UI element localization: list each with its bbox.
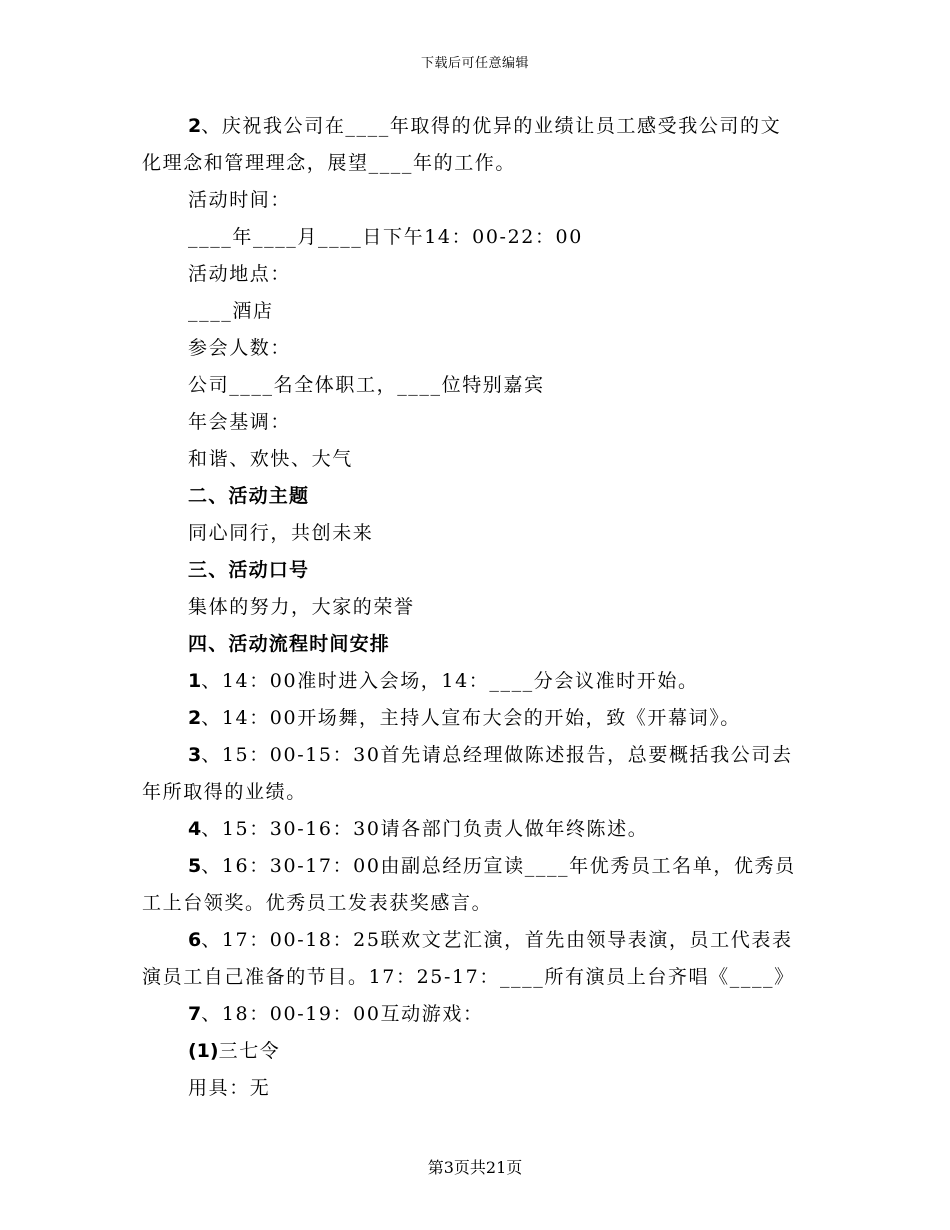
- page-footer: 第3页共21页: [427, 1158, 523, 1177]
- line-text: 用具：无: [188, 1077, 271, 1099]
- section-heading: 三、活动口号: [188, 559, 310, 581]
- list-number: 7: [188, 1003, 202, 1025]
- paragraph-line: [142, 515, 810, 552]
- list-number: 6: [188, 929, 202, 951]
- paragraph-line: [142, 700, 810, 737]
- list-number: 5: [188, 855, 202, 877]
- paragraph-line: [142, 959, 810, 996]
- paragraph-line: [142, 1033, 810, 1070]
- line-text: 、18：00-19：00互动游戏：: [201, 1003, 484, 1025]
- paragraph-line: [142, 737, 810, 774]
- line-text: 工上台领奖。优秀员工发表获奖感言。: [142, 892, 493, 914]
- line-text: 化理念和管理理念，展望____年的工作。: [142, 152, 517, 174]
- line-text: 、15：30-16：30请各部门负责人做年终陈述。: [201, 818, 649, 840]
- paragraph-line: [142, 182, 810, 219]
- line-text: 集体的努力，大家的荣誉: [188, 596, 415, 618]
- paragraph-line: [142, 293, 810, 330]
- paragraph-line: [142, 811, 810, 848]
- line-text: 演员工自己准备的节目。17：25-17：____所有演员上台齐唱《____》: [142, 966, 795, 988]
- list-number: (1): [188, 1040, 219, 1062]
- paragraph-line: [142, 367, 810, 404]
- line-text: 三七令: [218, 1040, 281, 1062]
- line-text: 年会基调：: [188, 411, 292, 433]
- paragraph-line: [142, 589, 810, 626]
- list-number: 1: [188, 670, 202, 692]
- list-number: 3: [188, 744, 202, 766]
- paragraph-line: [142, 885, 810, 922]
- paragraph-line: [142, 663, 810, 700]
- paragraph-line: [142, 441, 810, 478]
- page-header: 下载后可任意编辑: [420, 56, 529, 71]
- paragraph-line: [142, 256, 810, 293]
- line-text: 、14：00准时进入会场，14：____分会议准时开始。: [201, 670, 699, 692]
- paragraph-line: [142, 219, 810, 256]
- line-text: 参会人数：: [188, 337, 292, 359]
- list-number: 4: [188, 818, 202, 840]
- paragraph-line: [142, 108, 810, 145]
- paragraph-line: [142, 145, 810, 182]
- line-text: 、16：30-17：00由副总经历宣读____年优秀员工名单，优秀员: [201, 855, 796, 877]
- line-text: 和谐、欢快、大气: [188, 448, 353, 470]
- list-number: 2: [188, 707, 202, 729]
- paragraph-line: [142, 1070, 810, 1107]
- section-heading: 二、活动主题: [188, 485, 310, 507]
- list-number: 2: [188, 115, 202, 137]
- line-text: ____酒店: [188, 300, 274, 322]
- line-text: 、17：00-18：25联欢文艺汇演，首先由领导表演，员工代表表: [201, 929, 793, 951]
- line-text: 公司____名全体职工，____位特别嘉宾: [188, 374, 545, 396]
- document-body: [142, 108, 810, 1107]
- line-text: ____年____月____日下午14：00-22：00: [188, 226, 583, 248]
- line-text: 活动时间：: [188, 189, 292, 211]
- paragraph-line: [142, 922, 810, 959]
- paragraph-line: [142, 848, 810, 885]
- line-text: 年所取得的业绩。: [142, 781, 307, 803]
- line-text: 、庆祝我公司在____年取得的优异的业绩让员工感受我公司的文: [201, 115, 782, 137]
- line-text: 、14：00开场舞，主持人宣布大会的开始，致《开幕词》。: [201, 707, 741, 729]
- line-text: 同心同行，共创未来: [188, 522, 374, 544]
- line-text: 、15：00-15：30首先请总经理做陈述报告，总要概括我公司去: [201, 744, 793, 766]
- paragraph-line: [142, 404, 810, 441]
- line-text: 活动地点：: [188, 263, 292, 285]
- paragraph-line: [142, 330, 810, 367]
- paragraph-line: [142, 996, 810, 1033]
- section-heading: 四、活动流程时间安排: [188, 633, 391, 655]
- paragraph-line: [142, 774, 810, 811]
